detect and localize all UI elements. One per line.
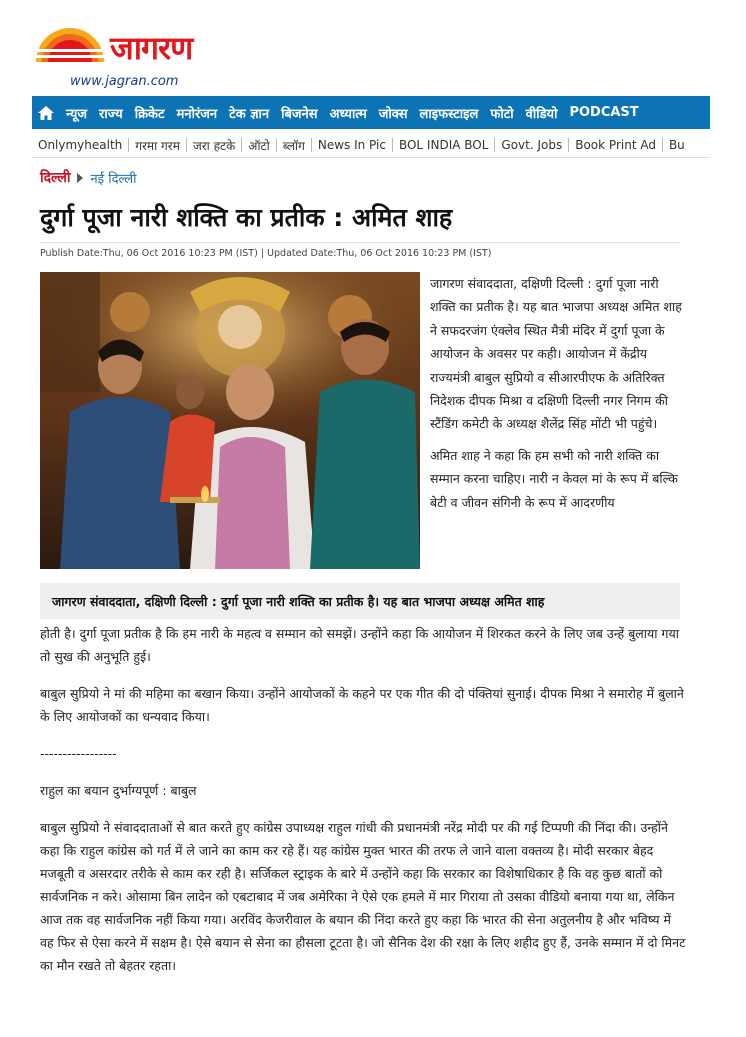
breadcrumb xyxy=(40,168,137,187)
sunrise-logo-icon xyxy=(34,22,106,66)
event-photo-image xyxy=(40,272,420,569)
subnav-item-news-in-pic[interactable]: News In Pic xyxy=(317,138,386,152)
nav-item-tech[interactable]: टेक ज्ञान xyxy=(229,106,270,122)
subnav-item-blog[interactable]: ब्लॉग xyxy=(282,138,305,153)
sub-nav xyxy=(32,133,710,158)
nav-item-cricket[interactable]: क्रिकेट xyxy=(134,106,165,122)
nav-item-lifestyle[interactable]: लाइफस्टाइल xyxy=(419,106,479,122)
paragraph: अमित शाह ने कहा कि हम सभी को नारी शक्ति का सम्मान करना चाहिए। नारी न केवल मां के रूप में बल्कि बेटी व जीवन संगिनी के रूप में आदरणीय xyxy=(430,447,678,510)
nav-item-entertainment[interactable]: मनोरंजन xyxy=(176,106,218,122)
paragraph: जागरण संवाददाता, दक्षिणी दिल्ली : दुर्गा पूजा नारी शक्ति का प्रतीक है। यह बात भाजपा अध्यक्ष अमित शाह ने सफदरजंग एंक्लेव स्थित मैत्री मंदिर में दुर्गा पूजा के आयोजन के अवसर पर कही। आयोजन में केंद्रीय राज्यमंत्री बाबुल सुप्रियो व सीआरपीएफ के अतिरिक्त निदेशक दीपक मिश्रा व दक्षिणी दिल्ली नगर निगम की स्टैंडिंग कमेटी के अध्यक्ष शैलेंद्र सिंह मोंटी भी पहुंचे। xyxy=(430,276,682,432)
subnav-item-bu[interactable]: Bu xyxy=(668,138,685,152)
site-url[interactable]: www.jagran.com xyxy=(70,74,179,89)
paragraph: बाबुल सुप्रियो ने मां की महिमा का बखान किया। उन्होंने आयोजकों के कहने पर एक गीत की दो पंक्तियां सुनाई। दीपक मिश्रा ने समारोह में बुलाने के लिए आयोजकों का धन्यवाद किया। xyxy=(40,686,684,724)
article-intro xyxy=(430,272,686,522)
breadcrumb-delhi[interactable]: दिल्ली xyxy=(40,170,71,186)
nav-item-podcast[interactable]: PODCAST xyxy=(569,105,639,120)
paragraph: होती है। दुर्गा पूजा प्रतीक है कि हम नारी के महत्व व सम्मान को समझें। उन्होंने कहा कि आयोजन में शिरकत करने के लिए जब उन्हें बुलाया गया तो सुख की अनुभूति हुई। xyxy=(40,626,679,664)
section-divider: ----------------- xyxy=(40,746,117,761)
subnav-item-govt-jobs[interactable]: Govt. Jobs xyxy=(501,138,563,152)
subnav-item-bol-india-bol[interactable]: BOL INDIA BOL xyxy=(398,138,489,152)
home-button[interactable] xyxy=(32,96,60,129)
main-nav xyxy=(32,96,710,129)
brand-name: जागरण xyxy=(110,29,193,67)
nav-item-spirituality[interactable]: अध्यात्म xyxy=(329,106,367,122)
paragraph: बाबुल सुप्रियो ने संवाददाताओं से बात करते हुए कांग्रेस उपाध्यक्ष राहुल गांधी की प्रधानमंत्री नरेंद्र मोदी पर की गई टिप्पणी की निंदा की। उन्होंने कहा कि राहुल कांग्रेस को गर्त में ले जाने का काम कर रहे हैं। यह कांग्रेस मुक्त भारत की तरफ ले जाने वाला वक्तव्य है। मोदी सरकार बेहद मजबूती व असरदार तरीके से काम कर रही है। सर्जिकल स्ट्राइक के बारे में उन्होंने कहा कि सरकार का विशेषाधिकार है कि वह कुछ बातों को सार्वजनिक न करे। ओसामा बिन लादेन को एबटाबाद में जब अमेरिका ने ऐसे एक हमले में मार गिराया तो उसका वीडियो बनाया गया था, लेकिन आज तक वह सार्वजनिक नहीं किया गया। अरविंद केजरीवाल के बयान की निंदा करते हुए कहा कि भारत की सेना अतुलनीय है और भविष्य में वह फिर से ऐसा करने में सक्षम है। ऐसे बयान से सेना का हौसला टूटता है। जो सैनिक देश की रक्षा के लिए शहीद हुए हैं, उनके सम्मान में दो मिनट का मौन रखते तो बेहतर रहता। xyxy=(40,820,686,973)
subnav-item-book-print-ad[interactable]: Book Print Ad xyxy=(575,138,656,152)
nav-item-photo[interactable]: फोटो xyxy=(490,106,514,122)
brand-logo[interactable] xyxy=(34,22,234,72)
subnav-item-auto[interactable]: ऑटो xyxy=(248,138,270,153)
subheading: राहुल का बयान दुर्भाग्यपूर्ण : बाबुल xyxy=(40,783,197,798)
pull-quote: जागरण संवाददाता, दक्षिणी दिल्ली : दुर्गा पूजा नारी शक्ति का प्रतीक है। यह बात भाजपा अध्यक्ष अमित शाह xyxy=(40,583,680,619)
nav-item-news[interactable]: न्यूज xyxy=(66,106,88,122)
subnav-item-onlymyhealth[interactable]: Onlymyhealth xyxy=(38,138,123,152)
home-icon xyxy=(37,105,55,121)
page-title: दुर्गा पूजा नारी शक्ति का प्रतीक : अमित शाह xyxy=(40,203,453,232)
subnav-item-zara-hatke[interactable]: जरा हटके xyxy=(192,138,236,153)
chevron-right-icon xyxy=(77,173,83,183)
publish-meta: Publish Date:Thu, 06 Oct 2016 10:23 PM (IST) | Updated Date:Thu, 06 Oct 2016 10:23 PM (IST) xyxy=(40,242,680,259)
article-photo xyxy=(40,272,420,569)
nav-item-business[interactable]: बिजनेस xyxy=(281,106,318,122)
nav-item-jokes[interactable]: जोक्स xyxy=(378,106,408,122)
breadcrumb-new-delhi[interactable]: नई दिल्ली xyxy=(90,171,137,187)
nav-item-video[interactable]: वीडियो xyxy=(525,106,558,122)
article-body xyxy=(40,622,686,991)
subnav-item-garma-garam[interactable]: गरमा गरम xyxy=(135,138,180,153)
nav-item-states[interactable]: राज्य xyxy=(99,106,123,122)
